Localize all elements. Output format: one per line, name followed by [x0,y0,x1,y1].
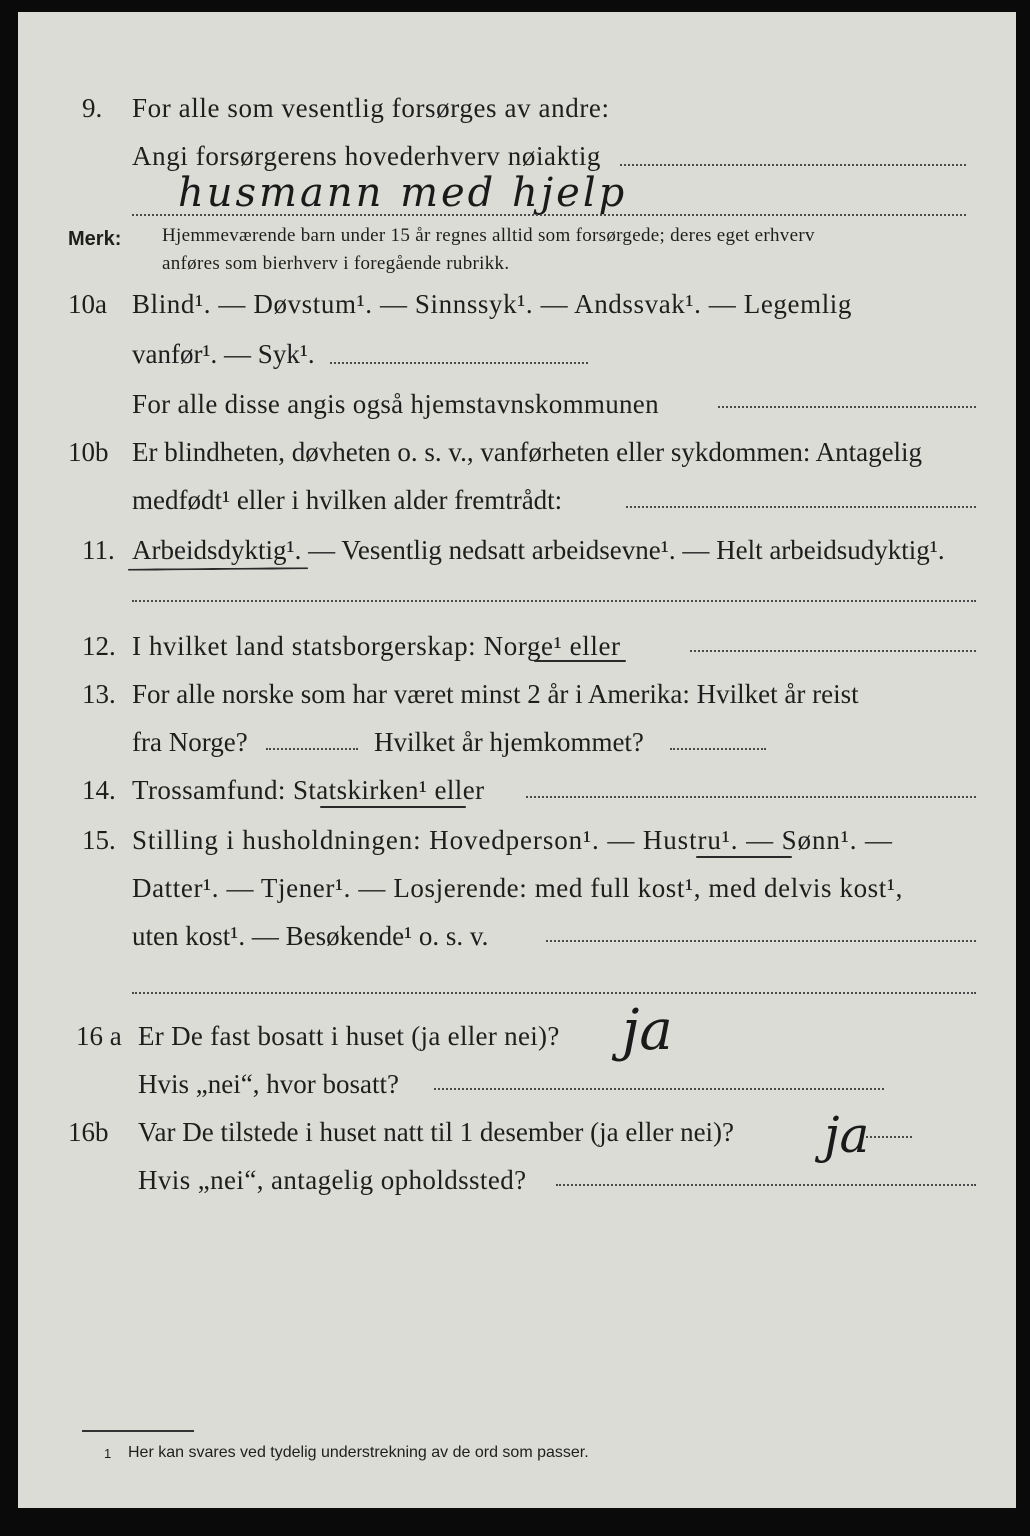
q16b-answer-line [866,1136,912,1138]
q13-line2a: fra Norge? [132,727,248,757]
q10a-number: 10a [68,289,107,319]
q10a-syk-line [330,362,588,364]
q15-underline-hustru [696,856,792,858]
q9-line1: For alle som vesentlig forsørges av andre: [132,93,610,123]
q14-number: 14. [82,775,116,805]
q16b-opholdssted-line [556,1184,976,1186]
q13-hjemkommet-line [670,748,766,750]
merk-label: Merk: [68,228,122,250]
q16a-handwritten-answer: ja [622,998,673,1063]
q9-answer-line-2 [132,214,966,216]
q12-answer-line [690,650,976,652]
q16b-line2: Hvis „nei“, antagelig opholdssted? [138,1165,527,1195]
q10b-line2: medfødt¹ eller i hvilken alder fremtrådt: [132,485,563,515]
footnote-text: Her kan svares ved tydelig understrekning av de ord som passer. [128,1444,589,1461]
merk-line2: anføres som bierhverv i foregående rubrikk. [162,253,510,274]
census-form-page [18,12,1016,1508]
q11-number: 11. [82,535,115,565]
q13-reist-line [266,748,358,750]
q11-line1: Arbeidsdyktig¹. — Vesentlig nedsatt arbeidsevne¹. — Helt arbeidsudyktig¹. [132,535,945,565]
q9-answer-line-1 [620,164,966,166]
q9-number: 9. [82,93,103,123]
merk-line1: Hjemmeværende barn under 15 år regnes alltid som forsørgede; deres eget erhverv [162,225,815,246]
q12-line1: I hvilket land statsborgerskap: Norge¹ eller [132,631,621,661]
q12-underline-norge [534,660,626,662]
q15-line2: Datter¹. — Tjener¹. — Losjerende: med full kost¹, med delvis kost¹, [132,873,903,903]
q10a-hjemstavn-line [718,406,976,408]
footnote-rule [82,1430,194,1432]
q14-answer-line [526,796,976,798]
q10a-line1: Blind¹. — Døvstum¹. — Sinnssyk¹. — Andssvak¹. — Legemlig [132,289,853,319]
q15-number: 15. [82,825,116,855]
q16a-line2: Hvis „nei“, hvor bosatt? [138,1069,399,1099]
q16a-line1: Er De fast bosatt i huset (ja eller nei)? [138,1021,560,1051]
q9-handwritten-answer: husmann med hjelp [178,170,628,216]
q16b-number: 16b [68,1117,109,1147]
q13-line1: For alle norske som har været minst 2 år i Amerika: Hvilket år reist [132,679,859,709]
q11-answer-line [132,600,976,602]
q14-line1: Trossamfund: Statskirken¹ eller [132,775,485,805]
q15-line1: Stilling i husholdningen: Hovedperson¹. — Hustru¹. — Sønn¹. — [132,825,893,855]
q10b-line1: Er blindheten, døvheten o. s. v., vanførheten eller sykdommen: Antagelig [132,437,923,467]
q11-underline-arbeidsdyktig [128,567,308,571]
q10b-answer-line [626,506,976,508]
q13-line2b: Hvilket år hjemkommet? [374,727,644,757]
q16b-handwritten-answer: ja [824,1106,870,1164]
q12-number: 12. [82,631,116,661]
q16a-number: 16 a [76,1021,122,1051]
q10b-number: 10b [68,437,109,467]
footnote-mark: 1 [104,1446,112,1461]
q15-answer-line-1 [546,940,976,942]
q10a-line2: vanfør¹. — Syk¹. [132,339,315,369]
q13-number: 13. [82,679,116,709]
q14-underline-statskirken [320,806,466,808]
q9-line2: Angi forsørgerens hovederhverv nøiaktig [132,141,602,171]
q16a-answer-line [434,1088,884,1090]
q15-line3: uten kost¹. — Besøkende¹ o. s. v. [132,921,489,951]
q10a-line3: For alle disse angis også hjemstavnskommunen [132,389,659,419]
q15-answer-line-2 [132,992,976,994]
q16b-line1: Var De tilstede i huset natt til 1 desember (ja eller nei)? [138,1117,735,1147]
